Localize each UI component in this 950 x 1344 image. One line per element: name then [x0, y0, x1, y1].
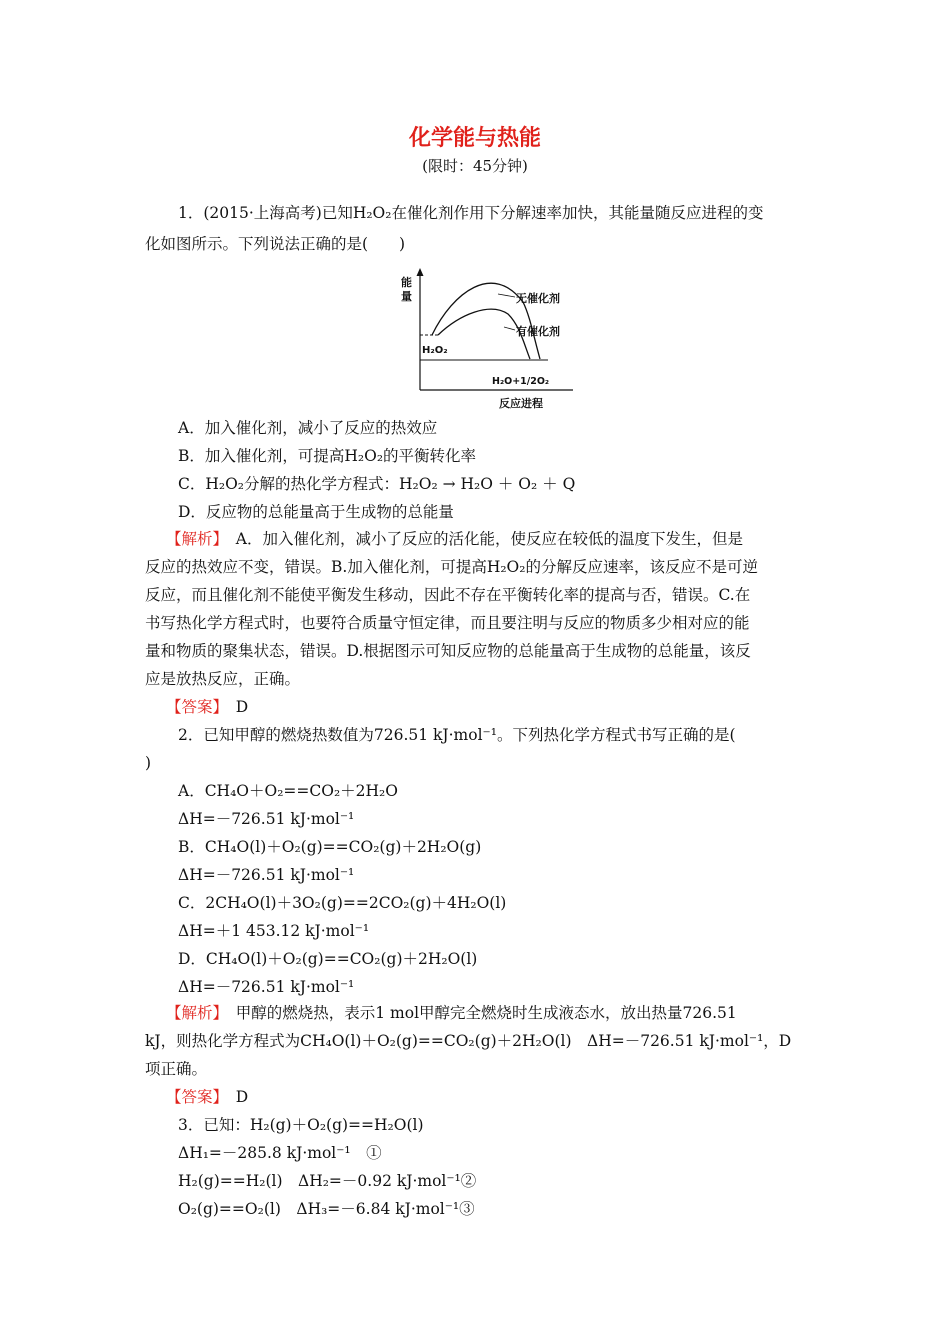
q3-equation-1-dh: ΔH₁=－285.8 kJ·mol⁻¹ ① — [178, 1144, 382, 1162]
label-reactant: H₂O₂ — [422, 345, 448, 356]
q1-analysis-line6: 应是放热反应，正确。 — [145, 670, 301, 688]
answer-tag: 【答案】 — [166, 698, 221, 716]
answer-value: D — [220, 698, 249, 716]
label-with-catalyst: 有催化剂 — [516, 325, 560, 338]
q2-option-b: B．CH₄O(l)＋O₂(g)==CO₂(g)＋2H₂O(g) — [178, 838, 482, 856]
q2-analysis-line3: 项正确。 — [145, 1060, 208, 1078]
q1-analysis-line2: 反应的热效应不变，错误。B.加入催化剂，可提高H₂O₂的分解反应速率，该反应不是可逆 — [145, 558, 758, 576]
energy-diagram — [398, 264, 598, 414]
analysis-tag: 【解析】 — [166, 530, 221, 548]
q1-option-c: C．H₂O₂分解的热化学方程式：H₂O₂ → H₂O ＋ O₂ ＋ Q — [178, 475, 576, 493]
answer-tag: 【答案】 — [166, 1088, 221, 1106]
y-label-char1: 能 — [401, 276, 412, 289]
q1-option-d: D．反应物的总能量高于生成物的总能量 — [178, 503, 454, 521]
q2-option-a-dh: ΔH=－726.51 kJ·mol⁻¹ — [178, 810, 355, 828]
q2-option-d: D．CH₄O(l)＋O₂(g)==CO₂(g)＋2H₂O(l) — [178, 950, 478, 968]
q2-answer — [166, 1087, 248, 1107]
q3-stem-line1: 3．已知：H₂(g)＋O₂(g)==H₂O(l) — [178, 1116, 424, 1134]
q2-option-c: C．2CH₄O(l)＋3O₂(g)==2CO₂(g)＋4H₂O(l) — [178, 894, 507, 912]
leader-with-catalyst — [504, 327, 515, 330]
analysis-tag: 【解析】 — [166, 1004, 221, 1022]
y-axis-arrow — [417, 268, 424, 276]
q1-analysis-line4: 书写热化学方程式时，也要符合质量守恒定律，而且要注明与反应的物质多少相对应的能 — [145, 614, 750, 632]
q1-stem-line1: 1．(2015·上海高考)已知H₂O₂在催化剂作用下分解速率加快，其能量随反应进程的变 — [178, 204, 764, 222]
q1-stem-line2: 化如图所示。下列说法正确的是( ) — [145, 235, 406, 253]
q2-option-a: A．CH₄O＋O₂==CO₂＋2H₂O — [178, 782, 398, 800]
q1-answer — [166, 697, 248, 717]
q2-analysis-line2: kJ，则热化学方程式为CH₄O(l)＋O₂(g)==CO₂(g)＋2H₂O(l) ΔH=－726.51 kJ·mol⁻¹，D — [145, 1032, 792, 1050]
analysis-text: 甲醇的燃烧热，表示1 mol甲醇完全燃烧时生成液态水，放出热量726.51 — [220, 1004, 737, 1022]
q1-analysis-line5: 量和物质的聚集状态，错误。D.根据图示可知反应物的总能量高于生成物的总能量，该反 — [145, 642, 751, 660]
leader-no-catalyst — [498, 294, 515, 297]
answer-value: D — [220, 1088, 249, 1106]
q1-analysis-line3: 反应，而且催化剂不能使平衡发生移动，因此不存在平衡转化率的提高与否，错误。C.在 — [145, 586, 751, 604]
q2-option-d-dh: ΔH=－726.51 kJ·mol⁻¹ — [178, 978, 355, 996]
q2-stem-line2: ) — [145, 754, 152, 772]
page-title: 化学能与热能 — [408, 126, 541, 151]
q3-equation-2: H₂(g)==H₂(l) ΔH₂=－0.92 kJ·mol⁻¹② — [178, 1172, 477, 1190]
label-product: H₂O+1/2O₂ — [492, 376, 550, 387]
x-axis-label: 反应进程 — [499, 397, 543, 410]
q1-analysis-line1 — [166, 529, 743, 549]
q1-option-a: A．加入催化剂，减小了反应的热效应 — [178, 419, 438, 437]
label-no-catalyst: 无催化剂 — [516, 292, 560, 305]
q2-option-b-dh: ΔH=－726.51 kJ·mol⁻¹ — [178, 866, 355, 884]
q2-analysis-line1 — [166, 1003, 737, 1023]
q1-option-b: B．加入催化剂，可提高H₂O₂的平衡转化率 — [178, 447, 477, 465]
q2-option-c-dh: ΔH=＋1 453.12 kJ·mol⁻¹ — [178, 922, 370, 940]
y-label-char2: 量 — [401, 290, 412, 303]
q3-equation-3: O₂(g)==O₂(l) ΔH₃=－6.84 kJ·mol⁻¹③ — [178, 1200, 475, 1218]
q2-stem-line1: 2．已知甲醇的燃烧热数值为726.51 kJ·mol⁻¹。下列热化学方程式书写正确的是( — [178, 726, 736, 744]
time-limit: (限时：45分钟) — [422, 157, 528, 175]
analysis-text: A．加入催化剂，减小了反应的活化能，使反应在较低的温度下发生，但是 — [220, 530, 743, 548]
